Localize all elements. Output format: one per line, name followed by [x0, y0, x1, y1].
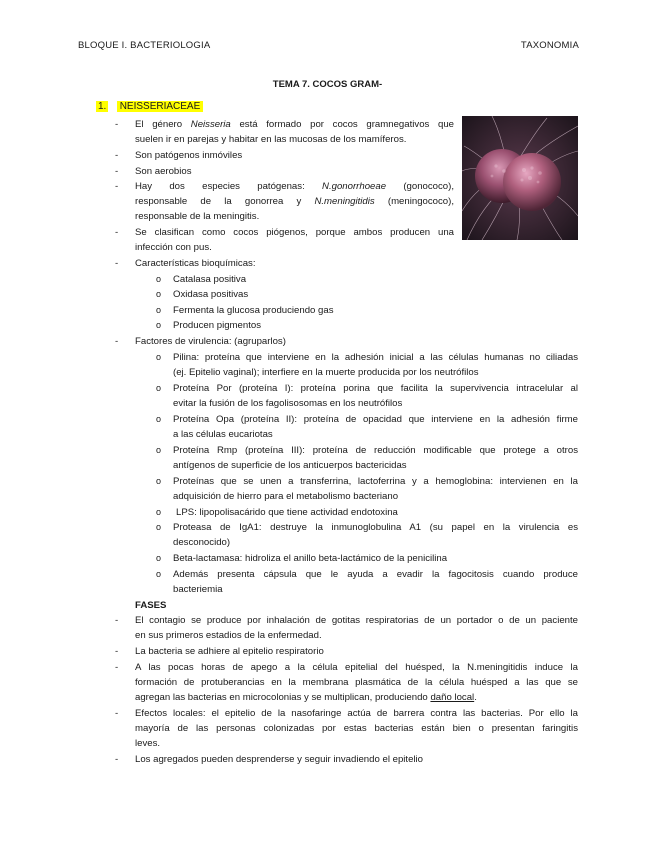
bullet-immobile: Son patógenos inmóviles — [135, 150, 243, 161]
sub-bullet: o — [156, 522, 162, 532]
text-span: (gonococo), — [386, 181, 454, 192]
bullet-pyogenic-line2: infección con pus. — [135, 242, 212, 253]
biochem-item: Oxidasa positivas — [173, 289, 249, 300]
virulence-iga-line2: desconocido) — [173, 537, 231, 548]
sub-bullet: o — [156, 305, 162, 315]
fase-efectos-line3: leves. — [135, 738, 161, 749]
underlined-term: daño local — [430, 692, 475, 703]
text-span: está formado por cocos gramnegativos que — [230, 119, 455, 130]
bullet-dash: - — [115, 258, 119, 269]
bullet-dash: - — [115, 662, 119, 673]
bullet-species-line3: responsable de la meningitis. — [135, 211, 260, 222]
fase-agregados: Los agregados pueden desprenderse y seguir invadiendo el epitelio — [135, 754, 424, 765]
sub-bullet: o — [156, 445, 162, 455]
header-right: TAXONOMIA — [520, 40, 579, 51]
text-span: . — [474, 692, 477, 703]
neisseria-image — [462, 116, 578, 240]
sub-bullet: o — [156, 352, 162, 362]
bullet-neisseria-line2: suelen ir en parejas y habitar en las mucosas de los mamíferos. — [135, 134, 407, 145]
virulence-pilina-line2: (ej. Epitelio vaginal); interfiere en la muerte producida por los neutrófilos — [173, 367, 479, 378]
sub-bullet: o — [156, 274, 162, 284]
text-span: (meningococo), — [374, 196, 454, 207]
bullet-aerobic: Son aerobios — [135, 166, 192, 177]
bullet-species-line1 — [135, 179, 454, 194]
sub-bullet: o — [156, 476, 162, 486]
sub-bullet: o — [156, 507, 162, 517]
sub-bullet: o — [156, 553, 162, 563]
virulence-transferrin-line2: adquisición de hierro para el metabolismo bacteriano — [173, 491, 399, 502]
sub-bullet: o — [156, 289, 162, 299]
section-heading — [96, 101, 203, 112]
sub-bullet: o — [156, 383, 162, 393]
bullet-dash: - — [115, 646, 119, 657]
genus-name: Neisseria — [190, 119, 231, 130]
sub-bullet: o — [156, 569, 162, 579]
fase-contagio-line1: El contagio se produce por inhalación de gotitas respiratorias de un portador o de un paciente — [135, 615, 578, 626]
virulence-capsule-line2: bacteriemia — [173, 584, 223, 595]
bullet-dash: - — [115, 150, 119, 161]
bullet-biochem: Características bioquímicas: — [135, 258, 256, 269]
biochem-item: Fermenta la glucosa produciendo gas — [173, 305, 334, 316]
virulence-por-line1: Proteína Por (proteína I): proteína porina que facilita la supervivencia intracelular al — [173, 383, 578, 394]
bullet-dash: - — [115, 166, 119, 177]
sub-bullet: o — [156, 320, 162, 330]
bullet-dash: - — [115, 336, 119, 347]
sub-bullet: o — [156, 414, 162, 424]
bullet-dash: - — [115, 119, 119, 130]
virulence-opa-line1: Proteína Opa (proteína II): proteína de opacidad que interviene en la adhesión firme — [173, 414, 578, 425]
bullet-dash: - — [115, 708, 119, 719]
fase-contagio-line2: en sus primeros estadios de la enfermedad. — [135, 630, 322, 641]
virulence-capsule-line1: Además presenta cápsula que le ayuda a evadir la fagocitosis cuando produce — [173, 569, 578, 580]
virulence-betalactamase: Beta-lactamasa: hidroliza el anillo beta-lactámico de la penicilina — [173, 553, 448, 564]
fase-adhesion: La bacteria se adhiere al epitelio respiratorio — [135, 646, 324, 657]
virulence-rmp-line1: Proteína Rmp (proteína III): proteína de reducción modificable que protege a otros — [173, 445, 578, 456]
text-span: Hay dos especies patógenas: — [135, 181, 323, 192]
bullet-virulence: Factores de virulencia: (agruparlos) — [135, 336, 286, 347]
bullet-dash: - — [115, 754, 119, 765]
text-span: El género — [135, 119, 191, 130]
species-name: N.meningitidis — [314, 196, 375, 207]
fase-invasion-line3 — [135, 690, 578, 705]
header-left: BLOQUE I. BACTERIOLOGIA — [78, 40, 211, 51]
bullet-species-line2 — [135, 194, 454, 209]
virulence-opa-line2: a las células eucariotas — [173, 429, 273, 440]
bullet-dash: - — [115, 615, 119, 626]
bullet-pyogenic-line1: Se clasifican como cocos piógenos, porque ambos producen una — [135, 227, 454, 238]
virulence-lps: LPS: lipopolisacárido que tiene actividad endotoxina — [176, 507, 398, 518]
bullet-dash: - — [115, 181, 119, 192]
biochem-item: Catalasa positiva — [173, 274, 247, 285]
bullet-dash: - — [115, 227, 119, 238]
section-name: NEISSERIACEAE — [117, 101, 204, 112]
virulence-pilina-line1: Pilina: proteína que interviene en la adhesión inicial a las células humanas no ciliadas — [173, 352, 578, 363]
biochem-item: Producen pigmentos — [173, 320, 261, 331]
page-title: TEMA 7. COCOS GRAM- — [272, 79, 383, 90]
text-span: agregan las bacterias en microcolonias y se multiplican, produciendo — [135, 692, 431, 703]
virulence-transferrin-line1: Proteínas que se unen a transferrina, lactoferrina y a hemoglobina: intervienen en la — [173, 476, 578, 487]
virulence-rmp-line2: antígenos de superficie de los anticuerpos bactericidas — [173, 460, 407, 471]
fase-efectos-line2: mayoría de las personas colonizadas por estas bacterias están bien o presentan faringitis — [135, 723, 578, 734]
bullet-neisseria-line1 — [135, 117, 454, 132]
fase-invasion-line1: A las pocas horas de apego a la célula epitelial del huésped, la N.meningitidis induce la — [135, 662, 578, 673]
fase-efectos-line1: Efectos locales: el epitelio de la nasofaringe actúa de barrera contra las bacterias. Por ello la — [135, 708, 578, 719]
species-name: N.gonorrhoeae — [322, 181, 387, 192]
fase-invasion-line2: formación de protuberancias en la membrana plasmática de la célula huésped a las que se — [135, 677, 578, 688]
fases-heading: FASES — [135, 600, 167, 611]
virulence-iga-line1: Proteasa de IgA1: destruye la inmunoglobulina A1 (su papel en la virulencia es — [173, 522, 578, 533]
virulence-por-line2: evitar la fusión de los fagolisosomas en los neutrófilos — [173, 398, 403, 409]
section-number: 1. — [98, 101, 107, 112]
text-span: responsable de la gonorrea y — [135, 196, 315, 207]
